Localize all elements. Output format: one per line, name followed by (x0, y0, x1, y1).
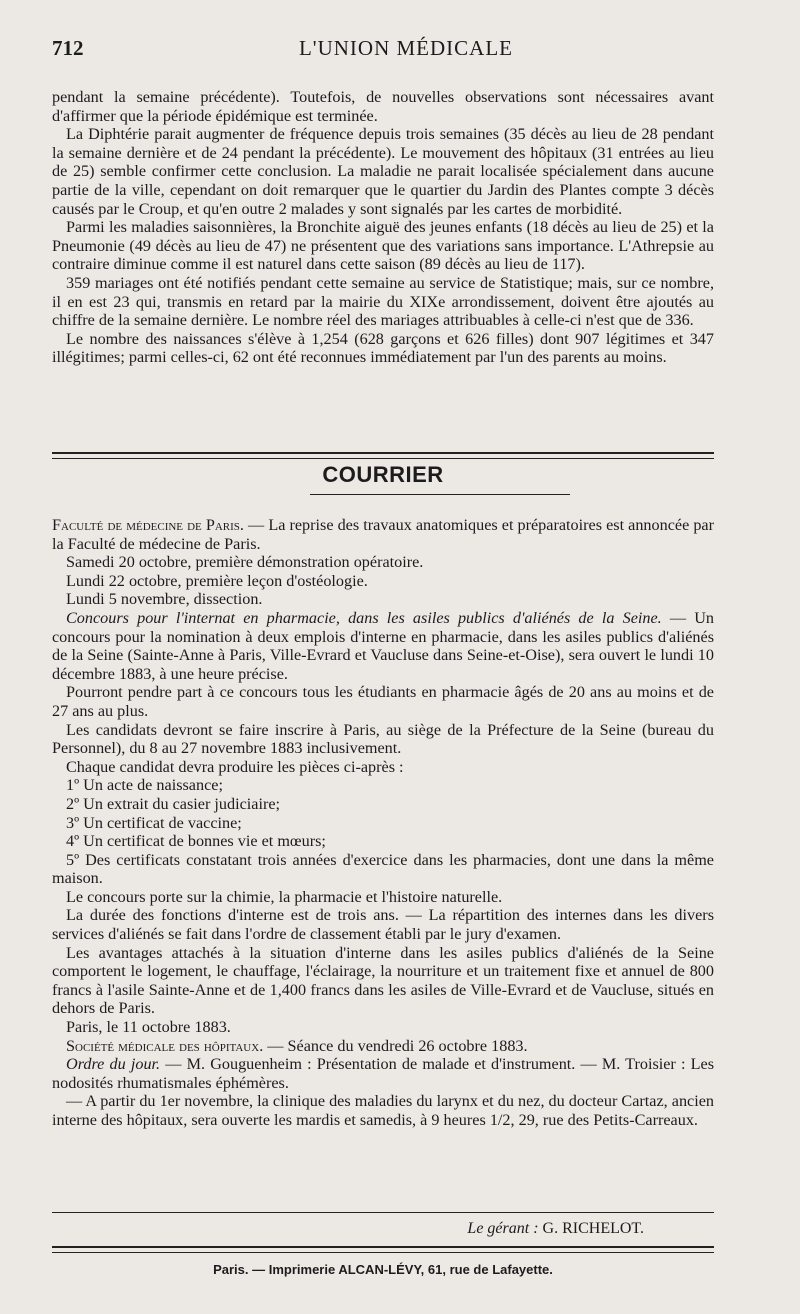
concours-notice (52, 609, 714, 683)
paragraph: Parmi les maladies saisonnières, la Bronchite aiguë des jeunes enfants (18 décès au lieu de 25) et la Pneumonie (49 décès au lieu de 47) ne présentent que des variations sans importance. L'Athrepsie au contraire diminue comme il est naturel dans cette saison (89 décès au lieu de 117). (52, 218, 714, 274)
paragraph: La Diphtérie parait augmenter de fréquence depuis trois semaines (35 décès au lieu de 28 pendant la semaine dernière et de 24 pendant la précédente). Le mouvement des hôpitaux (31 entrées au lieu de 25) semble confirmer cette conclusion. La maladie ne parait localisée spécialement dans aucune partie de la ville, cependant on doit remarquer que le quartier du Jardin des Plantes compte 3 décès causés par le Croup, et qu'en outre 2 malades y sont signalés par les cartes de morbidité. (52, 125, 714, 218)
registration-text: Les candidats devront se faire inscrire à Paris, au siège de la Préfecture de la Seine (bureau du Personnel), du 8 au 27 novembre 1883 inclusivement. (52, 720, 714, 758)
document-item: 4º Un certificat de bonnes vie et mœurs; (66, 832, 326, 851)
duration-text: La durée des fonctions d'interne est de trois ans. — La répartition des internes dans les divers services d'aliénés se fait dans l'ordre de classement établi par le jury d'examen. (52, 906, 714, 944)
courrier-section (52, 516, 714, 1130)
schedule-item: Lundi 22 octobre, première leçon d'ostéologie. (66, 571, 368, 590)
footer-divider (52, 1212, 714, 1213)
title-underline (310, 494, 570, 495)
societe-text: — Séance du vendredi 26 octobre 1883. (263, 1036, 528, 1055)
signature-label: Le gérant : (467, 1220, 539, 1237)
document-item: 3º Un certificat de vaccine; (66, 813, 242, 832)
document-item: 2º Un extrait du casier judiciaire; (66, 794, 281, 813)
clinique-notice: — A partir du 1er novembre, la clinique des maladies du larynx et du nez, du docteur Cartaz, ancien interne des hôpitaux, sera ouverte les mardis et samedis, à 9 heures 1/2, 29, rue des Petits-Carreaux. (52, 1092, 714, 1129)
advantages-text: Les avantages attachés à la situation d'interne dans les asiles publics d'aliénés de la Seine comportent le logement, le chauffage, l'éclairage, la nourriture et un traitement fixe et annuel de 800 francs à l'asile Sainte-Anne et de 1,400 francs dans les asiles de Ville-Evrard et de Vaucluse, situés en dehors de Paris. (52, 943, 714, 1018)
societe-lead: Société médicale des hôpitaux. (66, 1036, 264, 1055)
section-title: COURRIER (322, 462, 444, 487)
subjects-text: Le concours porte sur la chimie, la pharmacie et l'histoire naturelle. (66, 887, 503, 906)
faculty-notice (52, 516, 714, 553)
societe-notice (52, 1037, 714, 1056)
ordre-notice (52, 1055, 714, 1092)
paragraph: pendant la semaine précédente). Toutefois, de nouvelles observations sont nécessaires avant d'affirmer que la période épidémique est terminée. (52, 88, 714, 125)
faculty-lead: Faculté de médecine de Paris. (52, 516, 244, 534)
statistics-section (52, 88, 714, 367)
signature-name: G. RICHELOT. (542, 1220, 644, 1237)
document-item: 5º Des certificats constatant trois années d'exercice dans les pharmacies, dont une dans la même maison. (52, 850, 714, 888)
signature (52, 1220, 644, 1238)
journal-title: L'UNION MÉDICALE (298, 36, 513, 60)
document-item: 1º Un acte de naissance; (66, 776, 223, 795)
page-number: 712 (52, 36, 84, 60)
paragraph: 359 mariages ont été notifiés pendant cette semaine au service de Statistique; mais, sur ce nombre, il en est 23 qui, transmis en retard par la mairie du XIXe arrondissement, doivent être ajoutés au chiffre de la semaine dernière. Le nombre réel des mariages attribuables à celle-ci n'est que de 336. (52, 273, 714, 330)
schedule-item: Samedi 20 octobre, première démonstration opératoire. (66, 553, 424, 572)
paragraph: Le nombre des naissances s'élève à 1,254 (628 garçons et 626 filles) dont 907 légitimes et 347 illégitimes; parmi celles-ci, 62 ont été reconnues immédiatement par l'un des parents au moins. (52, 329, 714, 367)
faculty-text: — La reprise des travaux anatomiques et préparatoires est annoncée par la Faculté de médecine de Paris. (52, 516, 715, 553)
ordre-lead: Ordre du jour. (66, 1055, 161, 1074)
concours-text: — Un concours pour la nomination à deux emplois d'interne en pharmacie, dans les asiles publics d'aliénés de la Seine (Sainte-Anne à Paris, Ville-Evrard et Vaucluse dans Seine-et-Oise), sera ouvert le lundi 10 décembre 1883, à une heure précise. (52, 608, 714, 683)
ordre-text: — M. Gouguenheim : Présentation de malade et d'instrument. — M. Troisier : Les nodosités rhumatismales éphémères. (52, 1055, 714, 1092)
section-divider (52, 452, 714, 459)
documents-intro: Chaque candidat devra produire les pièces ci-après : (66, 757, 404, 776)
imprint-divider (52, 1246, 714, 1253)
printer-imprint: Paris. — Imprimerie ALCAN-LÉVY, 61, rue de Lafayette. (213, 1262, 553, 1277)
schedule-item: Lundi 5 novembre, dissection. (66, 590, 263, 609)
eligibility-text: Pourront pendre part à ce concours tous les étudiants en pharmacie âgés de 20 ans au moins et de 27 ans au plus. (52, 683, 714, 720)
date-line: Paris, le 11 octobre 1883. (66, 1018, 231, 1037)
concours-lead: Concours pour l'internat en pharmacie, dans les asiles publics d'aliénés de la Seine. (66, 608, 662, 627)
documents-list (52, 776, 714, 888)
page-header (52, 36, 760, 66)
